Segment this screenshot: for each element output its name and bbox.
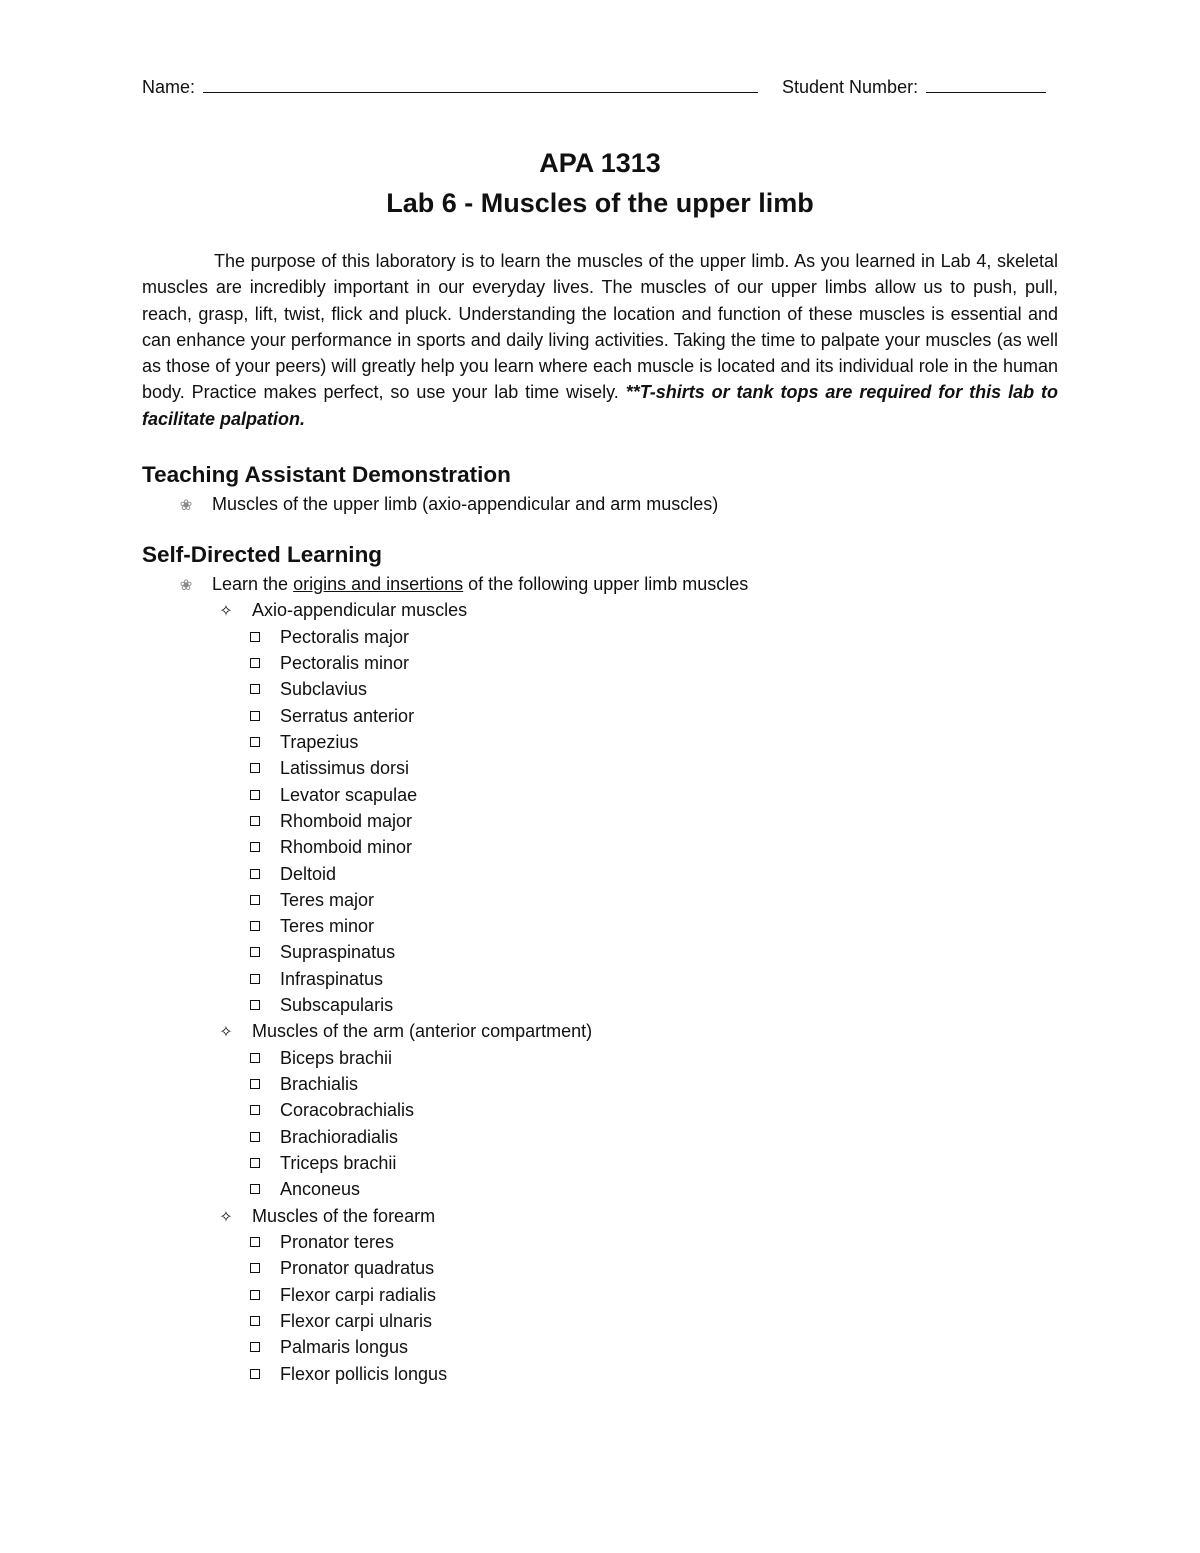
muscle-name: Teres major	[280, 890, 375, 910]
origins-insertions-underlined: origins and insertions	[293, 574, 464, 594]
checkbox-bullet-icon	[250, 974, 260, 984]
muscle-name: Supraspinatus	[280, 942, 396, 962]
self-directed-item	[176, 571, 748, 599]
ta-demonstration-item-text: Muscles of the upper limb (axio-appendicular and arm muscles)	[212, 494, 719, 514]
swirl-bullet-icon: ❀	[179, 577, 193, 594]
checkbox-bullet-icon	[250, 1158, 260, 1168]
muscle-list-item	[250, 1361, 447, 1387]
self-directed-item-text-start: Learn the	[212, 574, 294, 594]
muscle-list-item	[250, 808, 412, 834]
muscle-list-item	[250, 1229, 394, 1255]
title-block	[0, 143, 1200, 223]
muscle-name: Latissimus dorsi	[280, 758, 410, 778]
self-directed-item-text-end: of the following upper limb muscles	[463, 574, 749, 594]
ta-demonstration-item	[176, 491, 718, 519]
muscle-list-item	[250, 1045, 392, 1071]
muscle-list-item	[250, 1176, 360, 1202]
name-blank-line	[203, 72, 758, 93]
muscle-name: Infraspinatus	[280, 969, 384, 989]
muscle-list-item	[250, 966, 383, 992]
muscle-name: Flexor carpi radialis	[280, 1285, 437, 1305]
checkbox-bullet-icon	[250, 684, 260, 694]
student-number-label: Student Number:	[782, 77, 919, 97]
student-number-field	[782, 72, 1046, 100]
muscle-group-heading	[218, 597, 467, 625]
muscle-name: Brachioradialis	[280, 1127, 399, 1147]
checkbox-bullet-icon	[250, 658, 260, 668]
muscle-name: Brachialis	[280, 1074, 359, 1094]
header-fields	[142, 72, 1054, 98]
checkbox-bullet-icon	[250, 947, 260, 957]
muscle-list-item	[250, 1255, 434, 1281]
muscle-group-heading	[218, 1203, 435, 1231]
lab-title: Lab 6 - Muscles of the upper limb	[386, 188, 814, 218]
muscle-list-item	[250, 782, 417, 808]
muscle-name: Rhomboid minor	[280, 837, 413, 857]
muscle-list-item	[250, 729, 358, 755]
diamond-bullet-icon: ✧	[219, 1024, 233, 1041]
course-title: APA 1313	[539, 148, 661, 178]
checkbox-bullet-icon	[250, 711, 260, 721]
muscle-name: Coracobrachialis	[280, 1100, 415, 1120]
checkbox-bullet-icon	[250, 842, 260, 852]
muscle-name: Subscapularis	[280, 995, 394, 1015]
muscle-name: Levator scapulae	[280, 785, 418, 805]
muscle-name: Trapezius	[280, 732, 359, 752]
self-directed-heading: Self-Directed Learning	[142, 542, 383, 567]
muscle-list-item	[250, 939, 395, 965]
muscle-list-item	[250, 1150, 396, 1176]
muscle-list-item	[250, 834, 412, 860]
checkbox-bullet-icon	[250, 1316, 260, 1326]
checkbox-bullet-icon	[250, 1369, 260, 1379]
muscle-name: Deltoid	[280, 864, 337, 884]
muscle-list-item	[250, 624, 409, 650]
muscle-name: Anconeus	[280, 1179, 361, 1199]
diamond-bullet-icon: ✧	[219, 603, 233, 620]
muscle-list-item	[250, 913, 374, 939]
checkbox-bullet-icon	[250, 921, 260, 931]
muscle-list-item	[250, 1308, 432, 1334]
swirl-bullet-icon: ❀	[179, 497, 193, 514]
intro-paragraph	[142, 248, 1058, 432]
muscle-list-item	[250, 1334, 408, 1360]
muscle-list-item	[250, 755, 409, 781]
checkbox-bullet-icon	[250, 737, 260, 747]
student-number-blank-line	[926, 72, 1046, 93]
checkbox-bullet-icon	[250, 790, 260, 800]
checkbox-bullet-icon	[250, 895, 260, 905]
checkbox-bullet-icon	[250, 1237, 260, 1247]
checkbox-bullet-icon	[250, 1132, 260, 1142]
diamond-bullet-icon: ✧	[219, 1209, 233, 1226]
muscle-list-item	[250, 992, 393, 1018]
muscle-name: Pectoralis major	[280, 627, 410, 647]
muscle-name: Pronator quadratus	[280, 1258, 435, 1278]
muscle-name: Teres minor	[280, 916, 375, 936]
muscle-name: Serratus anterior	[280, 706, 415, 726]
muscle-list-item	[250, 676, 367, 702]
muscle-name: Palmaris longus	[280, 1337, 409, 1357]
muscle-name: Biceps brachii	[280, 1048, 393, 1068]
checkbox-bullet-icon	[250, 763, 260, 773]
checkbox-bullet-icon	[250, 632, 260, 642]
muscle-group-title: Axio-appendicular muscles	[252, 600, 468, 620]
muscle-list-item	[250, 887, 374, 913]
checkbox-bullet-icon	[250, 816, 260, 826]
muscle-list-item	[250, 703, 414, 729]
muscle-name: Rhomboid major	[280, 811, 413, 831]
intro-note: **T-shirts or tank tops are required for this lab to facilitate palpation.	[142, 382, 1058, 429]
muscle-name: Subclavius	[280, 679, 368, 699]
name-label: Name:	[142, 77, 196, 97]
muscle-list-item	[250, 1097, 414, 1123]
muscle-group-title: Muscles of the forearm	[252, 1206, 436, 1226]
checkbox-bullet-icon	[250, 1290, 260, 1300]
checkbox-bullet-icon	[250, 1342, 260, 1352]
muscle-group-title: Muscles of the arm (anterior compartment)	[252, 1021, 593, 1041]
checkbox-bullet-icon	[250, 1053, 260, 1063]
ta-demonstration-heading: Teaching Assistant Demonstration	[142, 462, 511, 487]
checkbox-bullet-icon	[250, 869, 260, 879]
muscle-name: Pectoralis minor	[280, 653, 410, 673]
checkbox-bullet-icon	[250, 1184, 260, 1194]
checkbox-bullet-icon	[250, 1079, 260, 1089]
muscle-list-item	[250, 1124, 398, 1150]
muscle-name: Flexor carpi ulnaris	[280, 1311, 433, 1331]
muscle-list-item	[250, 1282, 436, 1308]
muscle-name: Pronator teres	[280, 1232, 395, 1252]
muscle-list-item	[250, 861, 336, 887]
muscle-name: Flexor pollicis longus	[280, 1364, 448, 1384]
muscle-list-item	[250, 650, 409, 676]
intro-text: The purpose of this laboratory is to learn the muscles of the upper limb. As you learned in Lab 4, skeletal muscles are incredibly important in our everyday lives. The muscles of our upper limbs allow us to push, pull, reach, grasp, lift, twist, flick and pluck. Understanding the location and function of these muscles is essential and can enhance your performance in sports and daily living activities. Taking the time to palpate your muscles (as well as those of your peers) will greatly help you learn where each muscle is located and its individual role in the human body. Practice makes perfect, so use your lab time wisely.	[142, 251, 1058, 403]
muscle-name: Triceps brachii	[280, 1153, 397, 1173]
checkbox-bullet-icon	[250, 1000, 260, 1010]
checkbox-bullet-icon	[250, 1105, 260, 1115]
muscle-list-item	[250, 1071, 358, 1097]
muscle-group-heading	[218, 1018, 592, 1046]
checkbox-bullet-icon	[250, 1263, 260, 1273]
